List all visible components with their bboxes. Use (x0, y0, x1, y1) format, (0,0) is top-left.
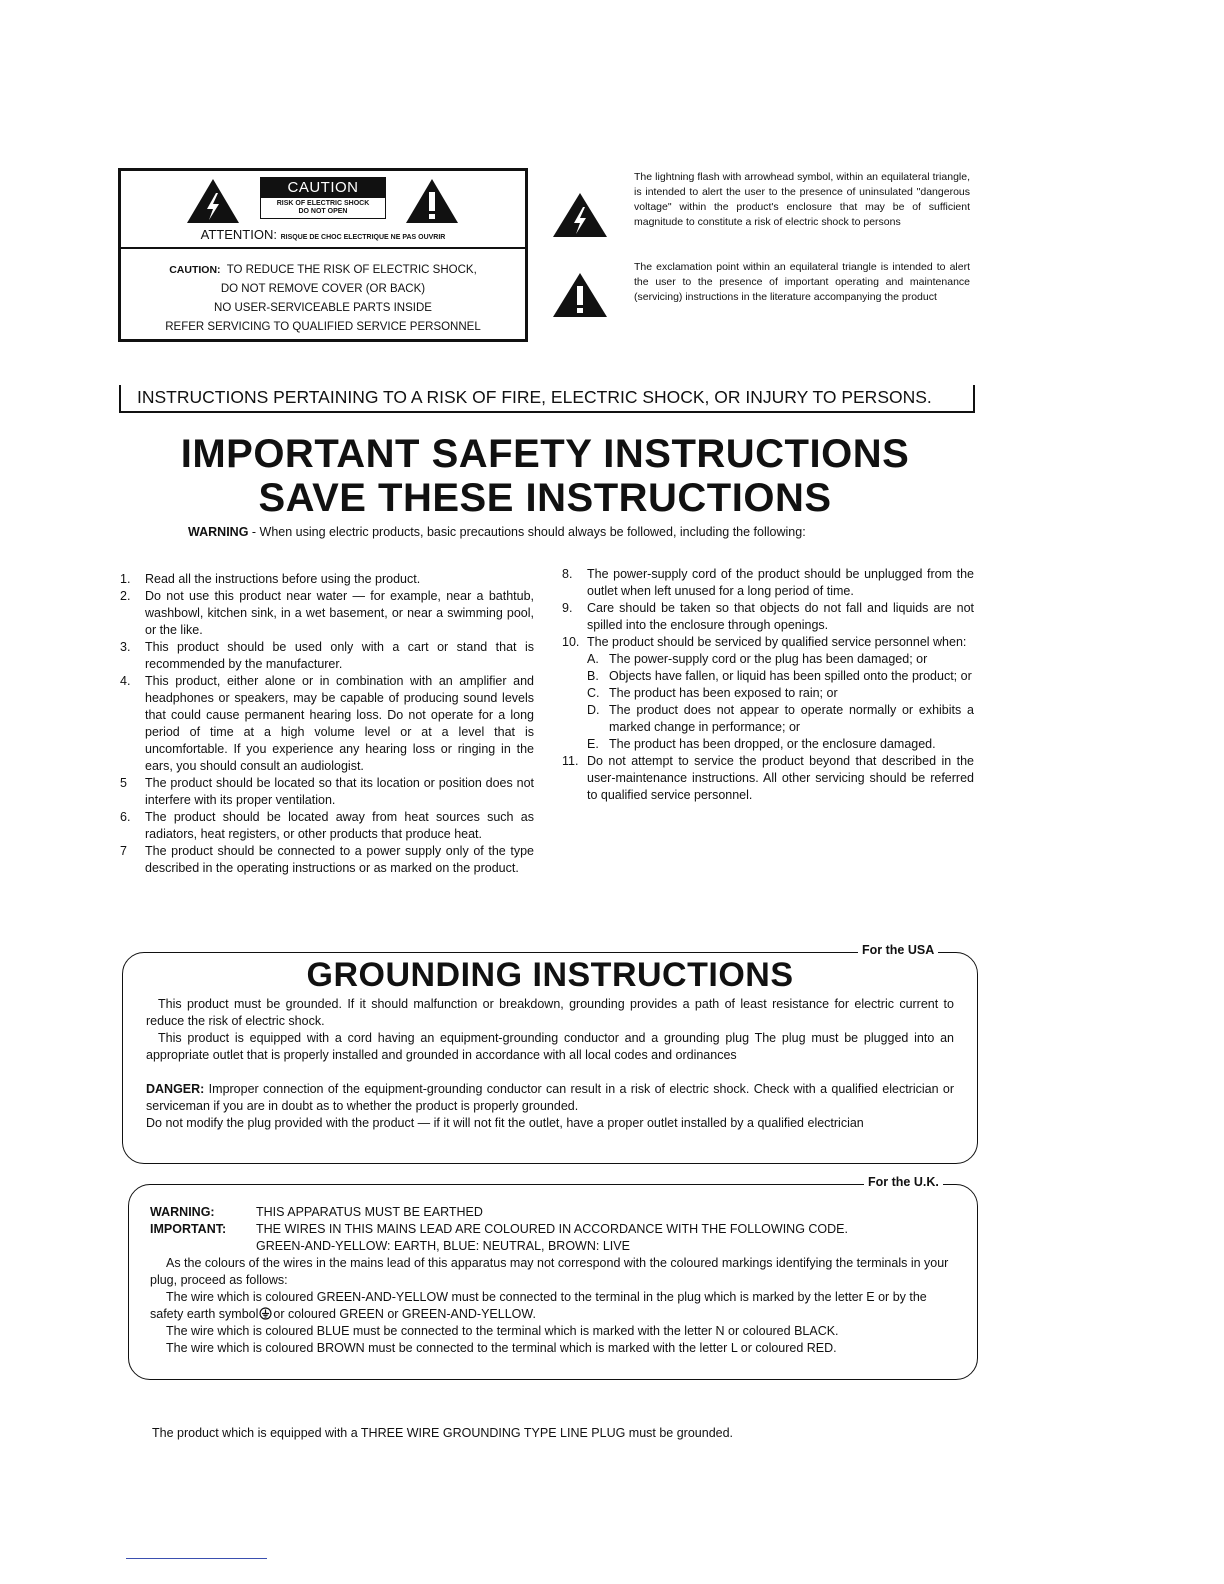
uk-important-text-2: GREEN-AND-YELLOW: EARTH, BLUE: NEUTRAL, BROWN: LIVE (256, 1239, 630, 1253)
lightning-explanation: The lightning flash with arrowhead symbol, within an equilateral triangle, is intended to alert the user to the presence of uninsulated "dangerous voltage" within the product's enclosure that may be of sufficient magnitude to constitute a risk of electric shock to persons (634, 171, 970, 228)
instruction-item-7 (120, 843, 534, 877)
page-subtitle: SAVE THESE INSTRUCTIONS (258, 476, 832, 520)
item-number: 8. (562, 567, 573, 581)
caution-line-1 (121, 261, 525, 280)
uk-wiring-text (150, 1204, 956, 1357)
footer-note: The product which is equipped with a THREE WIRE GROUNDING TYPE LINE PLUG must be grounded. (152, 1426, 734, 1440)
uk-important-text-1: THE WIRES IN THIS MAINS LEAD ARE COLOURED IN ACCORDANCE WITH THE FOLLOWING CODE. (256, 1222, 848, 1236)
danger-text: Improper connection of the equipment-grounding conductor can result in a risk of electric shock. Check with a qualified electrician or serviceman if you are in doubt as to whether the product is properly grounded. (146, 1082, 954, 1113)
caution-line-2: DO NOT REMOVE COVER (OR BACK) (220, 283, 426, 295)
lightning-warning-icon (185, 177, 241, 225)
caution-label (260, 177, 386, 219)
uk-warning-label: WARNING: (150, 1205, 215, 1219)
item-number: 7 (120, 844, 127, 858)
attention-label: ATTENTION: (200, 227, 277, 242)
sub-item-letter: E. (587, 737, 599, 751)
item-text: Do not use this product near water — for example, near a bathtub, washbowl, kitchen sink, in a wet basement, or near a swimming pool, or the like. (145, 589, 534, 637)
usa-danger-paragraph (146, 1081, 954, 1115)
item-text: This product should be used only with a cart or stand that is recommended by the manufacturer. (145, 640, 534, 671)
sub-item-text: Objects have fallen, or liquid has been spilled onto the product; or (609, 669, 972, 683)
instruction-item-10 (562, 634, 974, 651)
sub-item-letter: B. (587, 669, 599, 683)
uk-paragraph-2a: The wire which is coloured GREEN-AND-YELLOW must be connected to the terminal in the plug which is marked by the letter E or by the safety earth symbol (150, 1290, 927, 1321)
sub-item-letter: D. (587, 703, 600, 717)
instructions-left-column (120, 571, 534, 877)
instruction-item-5 (120, 775, 534, 809)
item-number: 9. (562, 601, 573, 615)
uk-paragraph-1: As the colours of the wires in the mains lead of this apparatus may not correspond with the coloured markings identifying the terminals in your plug, proceed as follows: (150, 1256, 949, 1287)
caution-box-top (121, 171, 525, 249)
caution-box (118, 168, 528, 342)
instruction-item-2 (120, 588, 534, 639)
instruction-item-3 (120, 639, 534, 673)
uk-warning-line (150, 1204, 956, 1221)
for-usa-label: For the USA (858, 943, 938, 957)
item-number: 10. (562, 635, 580, 649)
attention-line (121, 227, 525, 242)
item-text: The power-supply cord of the product should be unplugged from the outlet when left unused for a long period of time. (587, 567, 974, 598)
item-text: Do not attempt to service the product beyond that described in the user-maintenance instructions. All other servicing should be referred to qualified service personnel. (587, 754, 974, 802)
item-text: Read all the instructions before using the product. (145, 572, 421, 586)
attention-french: RISQUE DE CHOC ELECTRIQUE NE PAS OUVRIR (280, 234, 446, 241)
uk-important-line (150, 1221, 956, 1238)
usa-paragraph-4: Do not modify the plug provided with the product — if it will not fit the outlet, have a proper outlet installed by a qualified electrician (146, 1116, 864, 1130)
instruction-item-9 (562, 600, 974, 634)
instruction-item-6 (120, 809, 534, 843)
sub-item-text: The product does not appear to operate normally or exhibits a marked change in performance; or (609, 703, 974, 734)
instruction-item-1 (120, 571, 534, 588)
uk-warning-text: THIS APPARATUS MUST BE EARTHED (256, 1205, 483, 1219)
sub-item-a (562, 651, 974, 668)
sub-item-letter: A. (587, 652, 599, 666)
item-number: 4. (120, 674, 131, 688)
sub-item-d (562, 702, 974, 736)
instruction-item-11 (562, 753, 974, 804)
caution-line-4: REFER SERVICING TO QUALIFIED SERVICE PERSONNEL (165, 321, 481, 333)
instructions-right-column (562, 566, 974, 804)
risk-line-2: DO NOT OPEN (298, 208, 348, 215)
sub-item-text: The power-supply cord or the plug has been damaged; or (609, 652, 928, 666)
earth-symbol-icon (259, 1307, 272, 1320)
caution-line-3: NO USER-SERVICEABLE PARTS INSIDE (214, 302, 432, 314)
risk-notice (261, 198, 385, 216)
sub-item-b (562, 668, 974, 685)
item-text: The product should be located away from heat sources such as radiators, heat registers, or other products that produce heat. (145, 810, 534, 841)
uk-important-label: IMPORTANT: (150, 1222, 227, 1236)
uk-paragraph-2b: or coloured GREEN or GREEN-AND-YELLOW. (273, 1307, 536, 1321)
item-text: The product should be connected to a power supply only of the type described in the operating instructions or as marked on the product. (145, 844, 534, 875)
warning-label: WARNING (188, 525, 249, 539)
exclamation-triangle-icon (552, 272, 608, 318)
grounding-title: GROUNDING INSTRUCTIONS (306, 956, 794, 994)
uk-paragraph-4: The wire which is coloured BROWN must be connected to the terminal which is marked with the letter L or coloured RED. (166, 1341, 837, 1355)
item-text: This product, either alone or in combination with an amplifier and headphones or speakers, may be capable of producing sound levels that could cause permanent hearing loss. Do not operate for a long period of time at a high volume level or at a level that is uncomfortable. If you experience any hearing loss or ringing in the ears, you should consult an audiologist. (145, 674, 534, 773)
item-number: 3. (120, 640, 131, 654)
sub-item-c (562, 685, 974, 702)
warning-line (188, 525, 806, 539)
lightning-triangle-icon (552, 192, 608, 238)
warning-text: - When using electric products, basic precautions should always be followed, including the following: (248, 525, 806, 539)
caution-lines (121, 261, 525, 337)
item-number: 11. (562, 754, 579, 768)
item-number: 6. (120, 810, 131, 824)
instruction-item-4 (120, 673, 534, 775)
sub-item-text: The product has been dropped, or the enclosure damaged. (609, 737, 936, 751)
exclamation-warning-icon (404, 177, 460, 225)
caution-prefix: CAUTION: (169, 264, 221, 276)
instruction-item-8 (562, 566, 974, 600)
item-number: 2. (120, 589, 131, 603)
footer-divider (126, 1558, 267, 1559)
sub-item-e (562, 736, 974, 753)
danger-label: DANGER: (146, 1082, 205, 1096)
sub-item-letter: C. (587, 686, 600, 700)
usa-grounding-text (146, 996, 954, 1132)
caution-line-1-text: TO REDUCE THE RISK OF ELECTRIC SHOCK, (226, 264, 477, 276)
item-text: The product should be serviced by qualified service personnel when: (587, 635, 967, 649)
usa-paragraph-2: This product is equipped with a cord having an equipment-grounding conductor and a grounding plug The plug must be plugged into an appropriate outlet that is properly installed and grounded in accordance with all local codes and ordinances (146, 1031, 954, 1062)
uk-paragraph-2 (150, 1289, 956, 1323)
uk-paragraph-3: The wire which is coloured BLUE must be connected to the terminal which is marked with the letter N or coloured BLACK. (166, 1324, 839, 1338)
item-text: Care should be taken so that objects do not fall and liquids are not spilled into the enclosure through openings. (587, 601, 974, 632)
item-number: 1. (120, 572, 131, 586)
exclamation-explanation: The exclamation point within an equilateral triangle is intended to alert the user to the presence of important operating and maintenance (servicing) instructions in the literature accompanying the product (634, 261, 970, 303)
for-uk-label: For the U.K. (864, 1175, 943, 1189)
page-title: IMPORTANT SAFETY INSTRUCTIONS (180, 432, 910, 476)
sub-item-text: The product has been exposed to rain; or (609, 686, 838, 700)
caution-banner: CAUTION (261, 178, 385, 198)
instructions-header-bar: INSTRUCTIONS PERTAINING TO A RISK OF FIRE, ELECTRIC SHOCK, OR INJURY TO PERSONS. (119, 385, 975, 413)
usa-paragraph-1: This product must be grounded. If it should malfunction or breakdown, grounding provides a path of least resistance for electric current to reduce the risk of electric shock. (146, 997, 954, 1028)
item-number: 5 (120, 776, 127, 790)
item-text: The product should be located so that its location or position does not interfere with its proper ventilation. (145, 776, 534, 807)
risk-line-1: RISK OF ELECTRIC SHOCK (276, 200, 370, 207)
